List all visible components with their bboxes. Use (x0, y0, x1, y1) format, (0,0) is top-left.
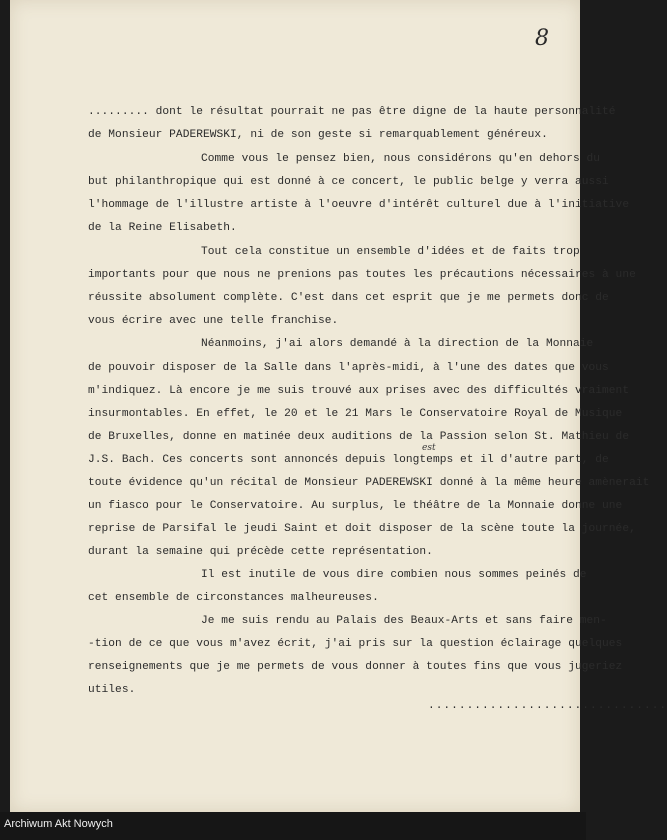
text-line: de Bruxelles, donne en matinée deux auditions de la Passion selon St. Mathieu de (88, 431, 630, 443)
archive-watermark: Archiwum Akt Nowych (4, 818, 113, 830)
text-line: cet ensemble de circonstances malheureuses. (88, 592, 379, 604)
text-line: de Monsieur PADEREWSKI, ni de son geste si remarquablement généreux. (88, 129, 548, 141)
text-line: ......... dont le résultat pourrait ne pas être digne de la haute personnalité (88, 106, 616, 118)
text-line: -tion de ce que vous m'avez écrit, j'ai pris sur la question éclairage quelques (88, 638, 623, 650)
text-line: renseignements que je me permets de vous donner à toutes fins que vous jugeriez (88, 661, 623, 673)
text-line: Tout cela constitue un ensemble d'idées et de faits trop (201, 246, 580, 258)
text-line: un fiasco pour le Conservatoire. Au surplus, le théâtre de la Monnaie donne une (88, 500, 623, 512)
text-line: Je me suis rendu au Palais des Beaux-Arts et sans faire men- (201, 615, 607, 627)
text-line: m'indiquez. Là encore je me suis trouvé aux prises avec des difficultés vraiment (88, 385, 630, 397)
text-line: réussite absolument complète. C'est dans cet esprit que je me permets donc de (88, 292, 609, 304)
page-number: 8 (535, 26, 549, 51)
text-line: J.S. Bach. Ces concerts sont annoncés depuis longtemps et il d'autre part, de (88, 454, 609, 466)
text-line: Néanmoins, j'ai alors demandé à la direction de la Monnaie (201, 338, 594, 350)
text-line: utiles. (88, 684, 136, 696)
text-line: de pouvoir disposer de la Salle dans l'après-midi, à l'une des dates que vous (88, 362, 609, 374)
text-line: reprise de Parsifal le jeudi Saint et doit disposer de la scène toute la journée, (88, 523, 636, 535)
text-line: insurmontables. En effet, le 20 et le 21 Mars le Conservatoire Royal de Musique (88, 408, 623, 420)
handwritten-insertion: est (422, 443, 436, 453)
closing-dots: ............................... (428, 700, 667, 712)
text-line: Comme vous le pensez bien, nous considérons qu'en dehors du (201, 153, 601, 165)
text-line: vous écrire avec une telle franchise. (88, 315, 339, 327)
text-line: toute évidence qu'un récital de Monsieur PADEREWSKI donné à la même heure amènerait (88, 477, 650, 489)
text-line: durant la semaine qui précède cette représentation. (88, 546, 433, 558)
text-line: importants pour que nous ne prenions pas toutes les précautions nécessaires à une (88, 269, 636, 281)
text-line: l'hommage de l'illustre artiste à l'oeuvre d'intérêt culturel due à l'initiative (88, 199, 630, 211)
text-line: de la Reine Elisabeth. (88, 222, 237, 234)
text-line: Il est inutile de vous dire combien nous sommes peinés de (201, 569, 587, 581)
text-line: but philanthropique qui est donné à ce concert, le public belge y verra aussi (88, 176, 609, 188)
